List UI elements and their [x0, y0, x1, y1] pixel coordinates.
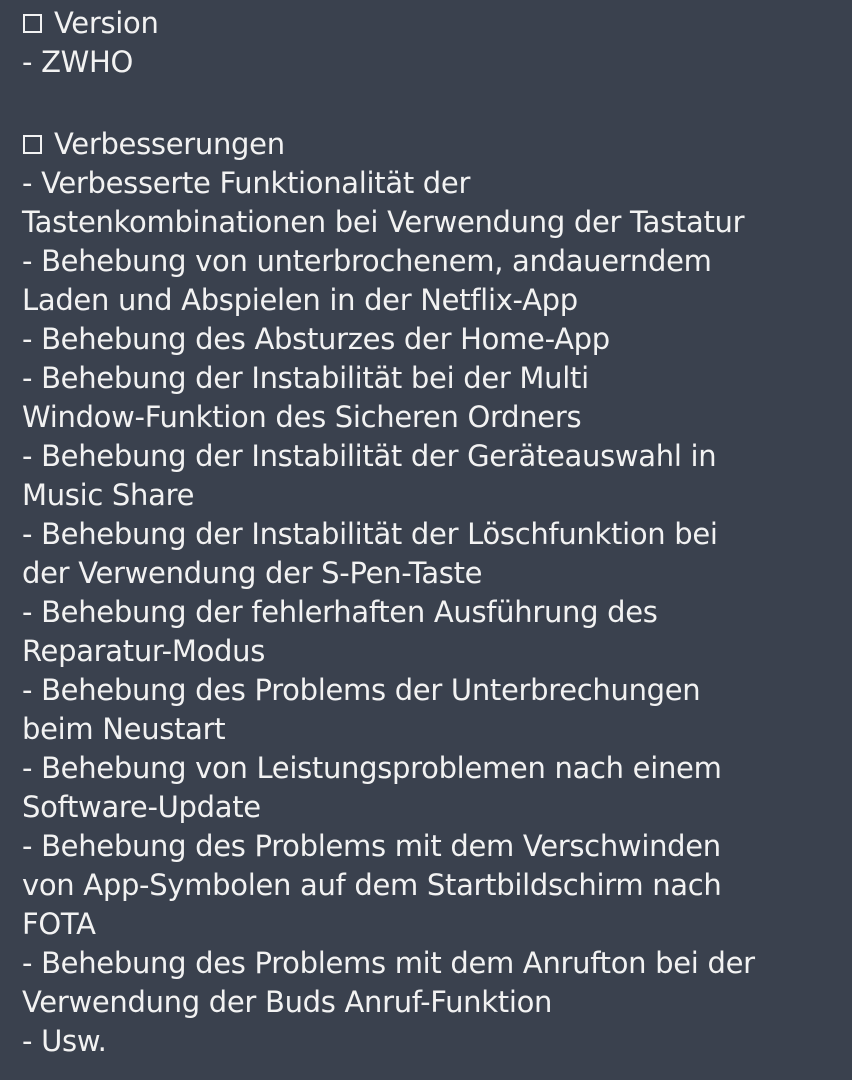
list-item-line: - Behebung des Problems der Unterbrechungen [22, 673, 701, 707]
list-item-line: Reparatur-Modus [22, 634, 266, 668]
list-item-line: - Behebung des Problems mit dem Anrufton bei der [22, 946, 755, 980]
list-item-line: Tastenkombinationen bei Verwendung der Tastatur [22, 205, 745, 239]
version-heading-label: Version [54, 6, 159, 40]
list-item [22, 671, 842, 749]
list-item-line: - Usw. [22, 1024, 107, 1058]
list-item [22, 359, 842, 437]
list-item-line: Laden und Abspielen in der Netflix-App [22, 283, 578, 317]
improvements-heading-label: Verbesserungen [54, 127, 285, 161]
list-item [22, 827, 842, 944]
list-item [22, 515, 842, 593]
list-item-line: - Behebung des Problems mit dem Verschwinden [22, 829, 721, 863]
improvements-heading [22, 125, 842, 164]
list-item [22, 944, 842, 1022]
list-item-line: - Behebung von Leistungsproblemen nach einem [22, 751, 722, 785]
list-item-line: Window-Funktion des Sicheren Ordners [22, 400, 582, 434]
list-item-line: - Verbesserte Funktionalität der [22, 166, 471, 200]
list-item-line: Software-Update [22, 790, 261, 824]
list-item [22, 320, 842, 359]
list-item [22, 749, 842, 827]
list-item-line: beim Neustart [22, 712, 226, 746]
list-item-line: - Behebung der Instabilität der Geräteauswahl in [22, 439, 717, 473]
section-spacer [22, 82, 842, 125]
list-item-line: - Behebung der Instabilität bei der Multi [22, 361, 589, 395]
list-item-line: FOTA [22, 907, 96, 941]
checkbox-icon [23, 14, 42, 33]
version-value: - ZWHO [22, 45, 134, 79]
list-item [22, 593, 842, 671]
list-item-line: - Behebung der Instabilität der Löschfunktion bei [22, 517, 718, 551]
improvements-list [22, 164, 842, 1061]
version-heading [22, 4, 842, 43]
list-item-line: - Behebung der fehlerhaften Ausführung des [22, 595, 658, 629]
list-item-line: - Behebung von unterbrochenem, andauerndem [22, 244, 712, 278]
list-item [22, 164, 842, 242]
list-item-line: Verwendung der Buds Anruf-Funktion [22, 985, 553, 1019]
list-item [22, 242, 842, 320]
list-item [22, 1022, 842, 1061]
list-item-line: von App-Symbolen auf dem Startbildschirm nach [22, 868, 722, 902]
checkbox-icon [23, 135, 42, 154]
list-item-line: der Verwendung der S-Pen-Taste [22, 556, 483, 590]
list-item [22, 437, 842, 515]
list-item-line: - Behebung des Absturzes der Home-App [22, 322, 610, 356]
list-item-line: Music Share [22, 478, 195, 512]
